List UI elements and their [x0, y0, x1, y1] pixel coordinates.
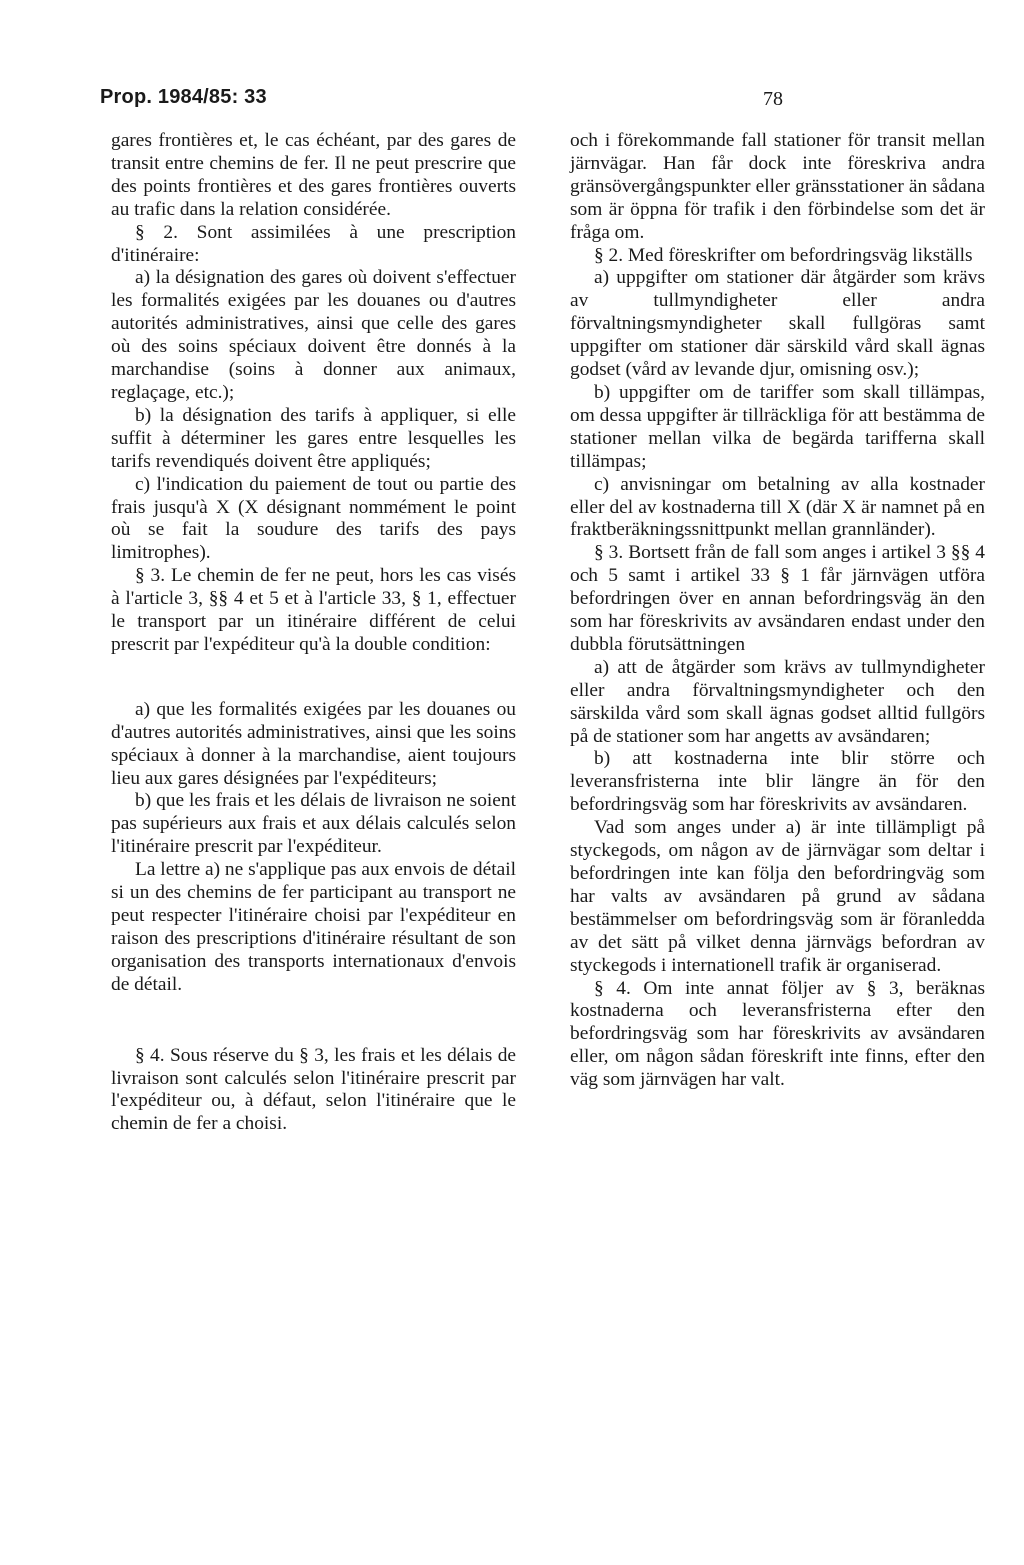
paragraph: b) uppgifter om de tariffer som skall tillämpas, om dessa uppgifter är tillräckliga för att bestämma de stationer mellan vilka de begärda tarifferna skall tillämpas;	[570, 381, 985, 472]
paragraph: b) que les frais et les délais de livraison ne soient pas supérieurs aux frais et aux délais calculés selon l'itinéraire prescrit par l'expéditeur.	[111, 790, 516, 858]
spacer	[111, 997, 516, 1045]
french-column	[111, 130, 516, 1136]
paragraph: § 4. Om inte annat följer av § 3, beräknas kostnaderna och leveransfristerna efter den befordringsväg som har föreskrivits av avsändaren eller, om någon sådan föreskrift inte finns, efter den väg som järnvägen har valt.	[570, 977, 985, 1091]
paragraph: a) uppgifter om stationer där åtgärder som krävs av tullmyndigheter eller andra förvaltningsmyndigheter skall fullgöras samt uppgifter om stationer där särskild vård skall ägnas godset (vård av levande djur, omisning osv.);	[570, 267, 985, 381]
paragraph: § 2. Sont assimilées à une prescription d'itinéraire:	[111, 221, 516, 266]
paragraph: § 3. Bortsett från de fall som anges i artikel 3 §§ 4 och 5 samt i artikel 33 § 1 får järnvägen utföra befordringen över en annan befordringsväg än den som har föreskrivits av avsändaren endast under den dubbla förutsättningen	[570, 542, 985, 655]
paragraph: § 4. Sous réserve du § 3, les frais et les délais de livraison sont calculés selon l'itinéraire prescrit par l'expéditeur ou, à défaut, selon l'itinéraire que le chemin de fer a choisi.	[111, 1044, 516, 1135]
paragraph: § 3. Le chemin de fer ne peut, hors les cas visés à l'article 3, §§ 4 et 5 et à l'article 33, § 1, effectuer le transport par un itinéraire différent de celui prescrit par l'expéditeur qu'à la double condition:	[111, 565, 516, 655]
paragraph: a) att de åtgärder som krävs av tullmyndigheter eller andra förvaltningsmyndigheter och den särskilda vård som skall ägnas godset alltid fullgörs på de stationer som har angetts av avsändaren;	[570, 656, 985, 747]
paragraph: b) att kostnaderna inte blir större och leveransfristerna inte blir längre än för den befordringsväg som har föreskrivits av avsändaren.	[570, 748, 985, 816]
document-reference: Prop. 1984/85: 33	[100, 86, 267, 108]
paragraph: a) que les formalités exigées par les douanes ou d'autres autorités administratives, ainsi que les soins spéciaux à donner à la marchandise, aient toujours lieu aux gares désignées par l'expéditeurs;	[111, 698, 516, 789]
swedish-column	[570, 130, 985, 1092]
spacer	[111, 657, 516, 699]
paragraph: Vad som anges under a) är inte tillämpligt på styckegods, om någon av de järnvägar som deltar i befordringen inte kan följa den befordringväg som har valts av avsändaren på grund av sådana bestämmelser om befordringsväg som är föranledda av det sätt på vilket denna järnvägs befordran av styckegods i internationell trafik är organiserad.	[570, 817, 985, 976]
page-number: 78	[763, 88, 783, 110]
paragraph: b) la désignation des tarifs à appliquer, si elle suffit à déterminer les gares entre lesquelles les tarifs revendiqués doivent être appliqués;	[111, 404, 516, 472]
paragraph: c) anvisningar om betalning av alla kostnader eller del av kostnaderna till X (där X är namnet på en fraktberäkningssnittpunkt mellan grannländer).	[570, 473, 985, 541]
paragraph: § 2. Med föreskrifter om befordringsväg likställs	[594, 244, 973, 266]
paragraph: La lettre a) ne s'applique pas aux envois de détail si un des chemins de fer participant au transport ne peut respecter l'itinéraire choisi par l'expéditeur en raison des prescriptions d'itinéraire résultant de son organisation des transports internationaux d'envois de détail.	[111, 859, 516, 995]
paragraph: c) l'indication du paiement de tout ou partie des frais jusqu'à X (X désignant nommément le point où se fait la soudure des tarifs des pays limitrophes).	[111, 473, 516, 564]
paragraph: och i förekommande fall stationer för transit mellan järnvägar. Han får dock inte föreskriva andra gränsövergångspunkter eller gränsstationer än sådana som är öppna för trafik i den förbindelse som det är fråga om.	[570, 130, 985, 243]
paragraph: a) la désignation des gares où doivent s'effectuer les formalités exigées par les douanes ou d'autres autorités administratives, ainsi que celle des gares où des soins spéciaux doivent être donnés à la marchandise (soins à donner aux animaux, reglaçage, etc.);	[111, 267, 516, 403]
paragraph: gares frontières et, le cas échéant, par des gares de transit entre chemins de fer. Il ne peut prescrire que des points frontières et des gares frontières ouverts au trafic dans la relation considérée.	[111, 130, 516, 220]
